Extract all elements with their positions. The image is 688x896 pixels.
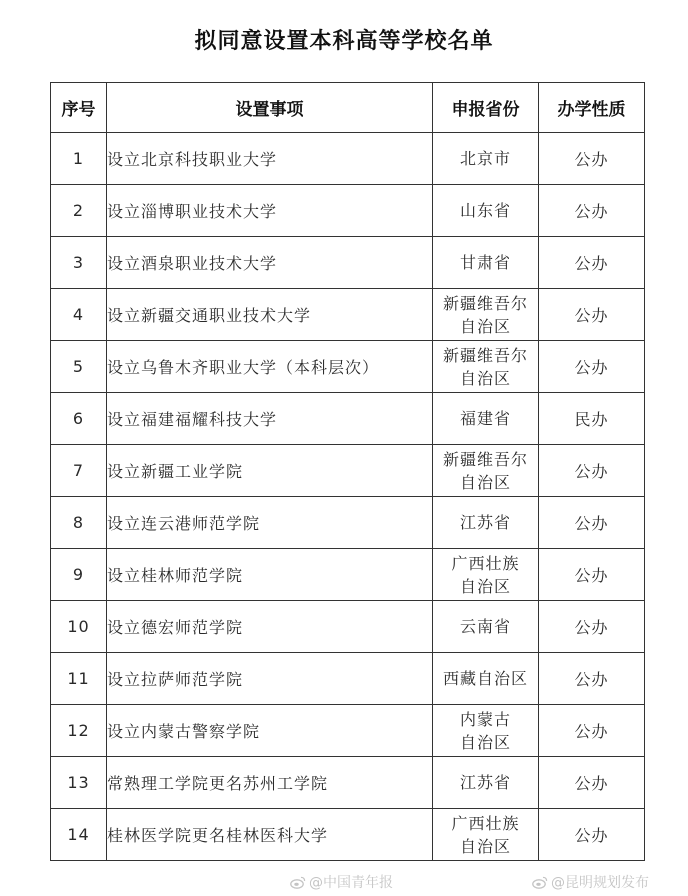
- cell-type: 公办: [539, 185, 645, 237]
- cell-province: [433, 809, 539, 861]
- university-list-table: [50, 82, 645, 861]
- watermark-right-text: @昆明规划发布: [551, 875, 649, 891]
- cell-no: 14: [51, 809, 107, 861]
- table-row: [51, 393, 645, 445]
- table-row: [51, 497, 645, 549]
- cell-type: 公办: [539, 341, 645, 393]
- cell-province: [433, 237, 539, 289]
- cell-type: 公办: [539, 445, 645, 497]
- table-row: [51, 653, 645, 705]
- cell-item: 设立酒泉职业技术大学: [107, 237, 433, 289]
- header-type: 办学性质: [539, 83, 645, 133]
- header-item: 设置事项: [107, 83, 433, 133]
- watermark-right: [532, 872, 649, 892]
- cell-item: 设立淄博职业技术大学: [107, 185, 433, 237]
- cell-item: 桂林医学院更名桂林医科大学: [107, 809, 433, 861]
- cell-item: 设立福建福耀科技大学: [107, 393, 433, 445]
- cell-type: 民办: [539, 393, 645, 445]
- cell-type: 公办: [539, 809, 645, 861]
- cell-no: 5: [51, 341, 107, 393]
- province-line: 自治区: [459, 472, 511, 492]
- cell-item: 设立桂林师范学院: [107, 549, 433, 601]
- province-line: 新疆维吾尔: [442, 345, 528, 365]
- table-row: [51, 809, 645, 861]
- cell-province: [433, 185, 539, 237]
- watermark-left-text: @中国青年报: [309, 875, 393, 891]
- document-title: 拟同意设置本科高等学校名单: [194, 29, 494, 54]
- province-line: 自治区: [459, 836, 511, 856]
- table-row: [51, 185, 645, 237]
- cell-province: [433, 133, 539, 185]
- province-line: 自治区: [459, 576, 511, 596]
- table-row: [51, 133, 645, 185]
- province-line: 自治区: [459, 316, 511, 336]
- cell-no: 4: [51, 289, 107, 341]
- cell-item: 设立新疆交通职业技术大学: [107, 289, 433, 341]
- cell-no: 11: [51, 653, 107, 705]
- province-line: 自治区: [459, 732, 511, 752]
- table-header-row: [51, 83, 645, 133]
- watermark-left: [290, 872, 393, 892]
- cell-item: 设立新疆工业学院: [107, 445, 433, 497]
- cell-province: [433, 393, 539, 445]
- province-line: 西藏自治区: [442, 669, 528, 688]
- cell-type: 公办: [539, 757, 645, 809]
- cell-province: [433, 341, 539, 393]
- table-row: [51, 341, 645, 393]
- cell-type: 公办: [539, 497, 645, 549]
- cell-no: 3: [51, 237, 107, 289]
- cell-item: 设立德宏师范学院: [107, 601, 433, 653]
- weibo-icon: [290, 875, 306, 889]
- table-row: [51, 757, 645, 809]
- cell-item: 设立内蒙古警察学院: [107, 705, 433, 757]
- cell-item: 设立北京科技职业大学: [107, 133, 433, 185]
- cell-province: [433, 757, 539, 809]
- province-line: 甘肃省: [459, 253, 511, 272]
- cell-no: 8: [51, 497, 107, 549]
- table-row: [51, 705, 645, 757]
- cell-province: [433, 653, 539, 705]
- cell-no: 2: [51, 185, 107, 237]
- weibo-icon: [532, 875, 548, 889]
- cell-province: [433, 705, 539, 757]
- province-line: 北京市: [459, 149, 511, 168]
- cell-item: 设立连云港师范学院: [107, 497, 433, 549]
- cell-no: 13: [51, 757, 107, 809]
- cell-item: 常熟理工学院更名苏州工学院: [107, 757, 433, 809]
- table-body: [51, 133, 645, 861]
- cell-province: [433, 497, 539, 549]
- province-line: 内蒙古: [459, 709, 511, 729]
- province-line: 自治区: [459, 368, 511, 388]
- cell-type: 公办: [539, 601, 645, 653]
- province-line: 山东省: [459, 201, 511, 220]
- province-line: 云南省: [459, 617, 511, 636]
- table-row: [51, 601, 645, 653]
- header-no: 序号: [51, 83, 107, 133]
- province-line: 福建省: [459, 409, 511, 428]
- cell-type: 公办: [539, 653, 645, 705]
- cell-province: [433, 289, 539, 341]
- table-row: [51, 549, 645, 601]
- cell-type: 公办: [539, 289, 645, 341]
- cell-no: 12: [51, 705, 107, 757]
- header-province: 申报省份: [433, 83, 539, 133]
- province-line: 新疆维吾尔: [442, 293, 528, 313]
- cell-no: 9: [51, 549, 107, 601]
- table-row: [51, 237, 645, 289]
- cell-no: 7: [51, 445, 107, 497]
- cell-type: 公办: [539, 549, 645, 601]
- cell-item: 设立拉萨师范学院: [107, 653, 433, 705]
- cell-province: [433, 445, 539, 497]
- province-line: 新疆维吾尔: [442, 449, 528, 469]
- cell-no: 10: [51, 601, 107, 653]
- cell-type: 公办: [539, 237, 645, 289]
- cell-item: 设立乌鲁木齐职业大学（本科层次）: [107, 341, 433, 393]
- cell-province: [433, 549, 539, 601]
- table-row: [51, 445, 645, 497]
- cell-type: 公办: [539, 705, 645, 757]
- cell-no: 1: [51, 133, 107, 185]
- table-row: [51, 289, 645, 341]
- province-line: 江苏省: [459, 773, 511, 792]
- cell-type: 公办: [539, 133, 645, 185]
- cell-province: [433, 601, 539, 653]
- province-line: 广西壮族: [451, 813, 520, 833]
- province-line: 广西壮族: [451, 553, 520, 573]
- cell-no: 6: [51, 393, 107, 445]
- province-line: 江苏省: [459, 513, 511, 532]
